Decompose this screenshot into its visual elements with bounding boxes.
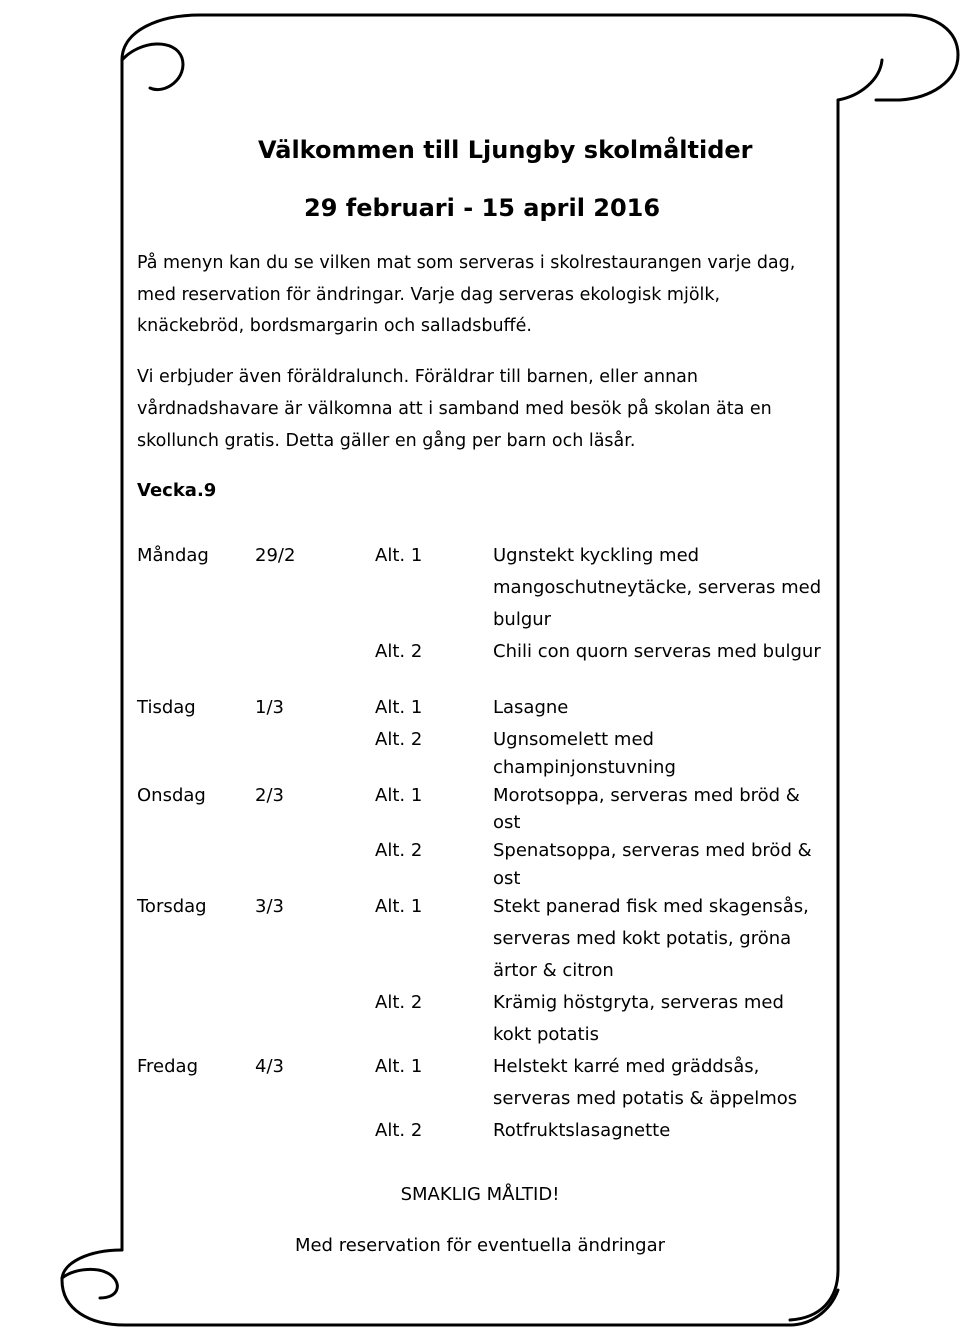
day-name: Måndag xyxy=(137,545,209,566)
dish-line: ost xyxy=(493,812,521,833)
day-name: Onsdag xyxy=(137,785,206,806)
alt-1-label: Alt. 1 xyxy=(375,545,423,566)
dish-line: Rotfruktslasagnette xyxy=(493,1120,671,1141)
day-date: 1/3 xyxy=(255,697,284,718)
alt-1-label: Alt. 1 xyxy=(375,697,423,718)
alt-2-label: Alt. 2 xyxy=(375,1120,423,1141)
intro-line-1: På menyn kan du se vilken mat som serveras i skolrestaurangen varje dag, xyxy=(137,253,796,273)
lunch-line-1: Vi erbjuder även föräldralunch. Föräldrar till barnen, eller annan xyxy=(137,367,698,387)
intro-line-2: med reservation för ändringar. Varje dag serveras ekologisk mjölk, xyxy=(137,285,721,305)
week-label: Vecka.9 xyxy=(137,480,217,501)
alt-2-label: Alt. 2 xyxy=(375,840,423,861)
dish-line: Morotsoppa, serveras med bröd & xyxy=(493,785,800,806)
day-name: Tisdag xyxy=(137,697,196,718)
footer-note: Med reservation för eventuella ändringar xyxy=(294,1235,666,1256)
dish-line: serveras med kokt potatis, gröna xyxy=(493,928,792,949)
dish-line: ost xyxy=(493,868,521,889)
dish-line: Lasagne xyxy=(493,697,569,718)
day-name: Torsdag xyxy=(137,896,207,917)
day-date: 29/2 xyxy=(255,545,296,566)
alt-1-label: Alt. 1 xyxy=(375,896,423,917)
alt-2-label: Alt. 2 xyxy=(375,729,423,750)
intro-line-3: knäckebröd, bordsmargarin och salladsbuffé. xyxy=(137,316,532,336)
alt-2-label: Alt. 2 xyxy=(375,641,423,662)
dish-line: Stekt panerad fisk med skagensås, xyxy=(493,896,809,917)
dish-line: Krämig höstgryta, serveras med xyxy=(493,992,784,1013)
dish-line: Ugnstekt kyckling med xyxy=(493,545,700,566)
date-range: 29 februari - 15 april 2016 xyxy=(304,194,661,222)
dish-line: serveras med potatis & äppelmos xyxy=(493,1088,798,1109)
dish-line: bulgur xyxy=(493,609,552,630)
day-date: 4/3 xyxy=(255,1056,284,1077)
alt-1-label: Alt. 1 xyxy=(375,1056,423,1077)
dish-line: Chili con quorn serveras med bulgur xyxy=(493,641,821,662)
alt-2-label: Alt. 2 xyxy=(375,992,423,1013)
dish-line: Helstekt karré med gräddsås, xyxy=(493,1056,760,1077)
dish-line: kokt potatis xyxy=(493,1024,599,1045)
day-date: 3/3 xyxy=(255,896,284,917)
day-date: 2/3 xyxy=(255,785,284,806)
dish-line: champinjonstuvning xyxy=(493,757,676,778)
alt-1-label: Alt. 1 xyxy=(375,785,423,806)
day-name: Fredag xyxy=(137,1056,199,1077)
lunch-line-2: vårdnadshavare är välkomna att i samband med besök på skolan äta en xyxy=(137,399,772,419)
closing-greeting: SMAKLIG MÅLTID! xyxy=(400,1184,560,1205)
dish-line: Ugnsomelett med xyxy=(493,729,654,750)
page-title: Välkommen till Ljungby skolmåltider xyxy=(258,136,753,164)
dish-line: Spenatsoppa, serveras med bröd & xyxy=(493,840,812,861)
dish-line: mangoschutneytäcke, serveras med xyxy=(493,577,822,598)
lunch-line-3: skollunch gratis. Detta gäller en gång per barn och läsår. xyxy=(137,431,636,451)
dish-line: ärtor & citron xyxy=(493,960,614,981)
